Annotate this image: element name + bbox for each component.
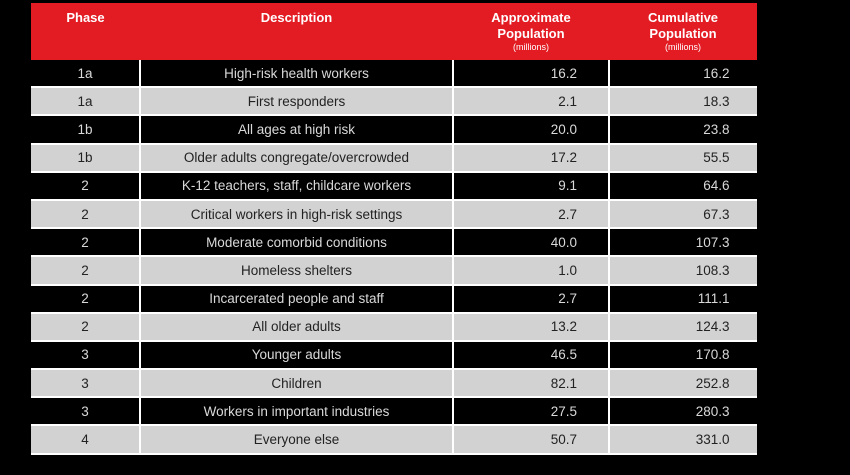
cell-phase: 2 <box>31 256 140 284</box>
cell-description: K-12 teachers, staff, childcare workers <box>140 172 453 200</box>
cell-approximate-population: 20.0 <box>453 115 609 143</box>
cell-cumulative-population: 23.8 <box>609 115 757 143</box>
cell-description: Younger adults <box>140 341 453 369</box>
cell-cumulative-population: 124.3 <box>609 313 757 341</box>
cell-phase: 1b <box>31 115 140 143</box>
cell-cumulative-population: 55.5 <box>609 144 757 172</box>
table-row <box>31 341 757 369</box>
cell-cumulative-population: 280.3 <box>609 397 757 425</box>
cell-phase: 2 <box>31 313 140 341</box>
header-approx-unit: (millions) <box>513 42 549 52</box>
phase-population-table <box>31 3 757 455</box>
cell-description: Older adults congregate/overcrowded <box>140 144 453 172</box>
table-row <box>31 60 757 87</box>
cell-description: Critical workers in high-risk settings <box>140 200 453 228</box>
table-row <box>31 87 757 115</box>
table-row <box>31 200 757 228</box>
cell-approximate-population: 13.2 <box>453 313 609 341</box>
table-row <box>31 144 757 172</box>
cell-phase: 3 <box>31 341 140 369</box>
cell-description: Homeless shelters <box>140 256 453 284</box>
cell-phase: 1a <box>31 60 140 87</box>
cell-description: Workers in important industries <box>140 397 453 425</box>
cell-phase: 2 <box>31 228 140 256</box>
cell-description: All older adults <box>140 313 453 341</box>
cell-cumulative-population: 252.8 <box>609 369 757 397</box>
table-row <box>31 228 757 256</box>
cell-phase: 4 <box>31 425 140 453</box>
cell-description: First responders <box>140 87 453 115</box>
table-row <box>31 425 757 453</box>
cell-cumulative-population: 18.3 <box>609 87 757 115</box>
cell-approximate-population: 2.7 <box>453 200 609 228</box>
cell-approximate-population: 27.5 <box>453 397 609 425</box>
cell-cumulative-population: 108.3 <box>609 256 757 284</box>
table-body <box>31 60 757 454</box>
cell-phase: 2 <box>31 172 140 200</box>
cell-approximate-population: 17.2 <box>453 144 609 172</box>
cell-cumulative-population: 64.6 <box>609 172 757 200</box>
cell-approximate-population: 46.5 <box>453 341 609 369</box>
cell-approximate-population: 2.1 <box>453 87 609 115</box>
cell-approximate-population: 2.7 <box>453 285 609 313</box>
cell-description: Incarcerated people and staff <box>140 285 453 313</box>
table-row <box>31 115 757 143</box>
cell-cumulative-population: 67.3 <box>609 200 757 228</box>
header-approximate-population: Approximate Population (millions) <box>453 3 609 60</box>
cell-description: Everyone else <box>140 425 453 453</box>
header-phase: Phase <box>31 3 140 60</box>
cell-approximate-population: 16.2 <box>453 60 609 87</box>
cell-description: Children <box>140 369 453 397</box>
cell-approximate-population: 82.1 <box>453 369 609 397</box>
cell-approximate-population: 40.0 <box>453 228 609 256</box>
header-description: Description <box>140 3 453 60</box>
cell-description: All ages at high risk <box>140 115 453 143</box>
phase-population-table-container <box>31 3 757 455</box>
cell-phase: 2 <box>31 200 140 228</box>
table-row <box>31 172 757 200</box>
table-row <box>31 285 757 313</box>
cell-cumulative-population: 111.1 <box>609 285 757 313</box>
table-row <box>31 369 757 397</box>
cell-approximate-population: 1.0 <box>453 256 609 284</box>
cell-cumulative-population: 16.2 <box>609 60 757 87</box>
cell-phase: 2 <box>31 285 140 313</box>
table-row <box>31 397 757 425</box>
cell-phase: 3 <box>31 369 140 397</box>
header-row <box>31 3 757 60</box>
cell-cumulative-population: 170.8 <box>609 341 757 369</box>
cell-description: Moderate comorbid conditions <box>140 228 453 256</box>
table-header <box>31 3 757 60</box>
cell-phase: 1a <box>31 87 140 115</box>
cell-phase: 1b <box>31 144 140 172</box>
table-row <box>31 256 757 284</box>
cell-phase: 3 <box>31 397 140 425</box>
cell-approximate-population: 9.1 <box>453 172 609 200</box>
cell-approximate-population: 50.7 <box>453 425 609 453</box>
cell-cumulative-population: 107.3 <box>609 228 757 256</box>
cell-cumulative-population: 331.0 <box>609 425 757 453</box>
header-cumulative-population: Cumulative Population (millions) <box>609 3 757 60</box>
cell-description: High-risk health workers <box>140 60 453 87</box>
table-row <box>31 313 757 341</box>
header-cumulative-unit: (millions) <box>665 42 701 52</box>
